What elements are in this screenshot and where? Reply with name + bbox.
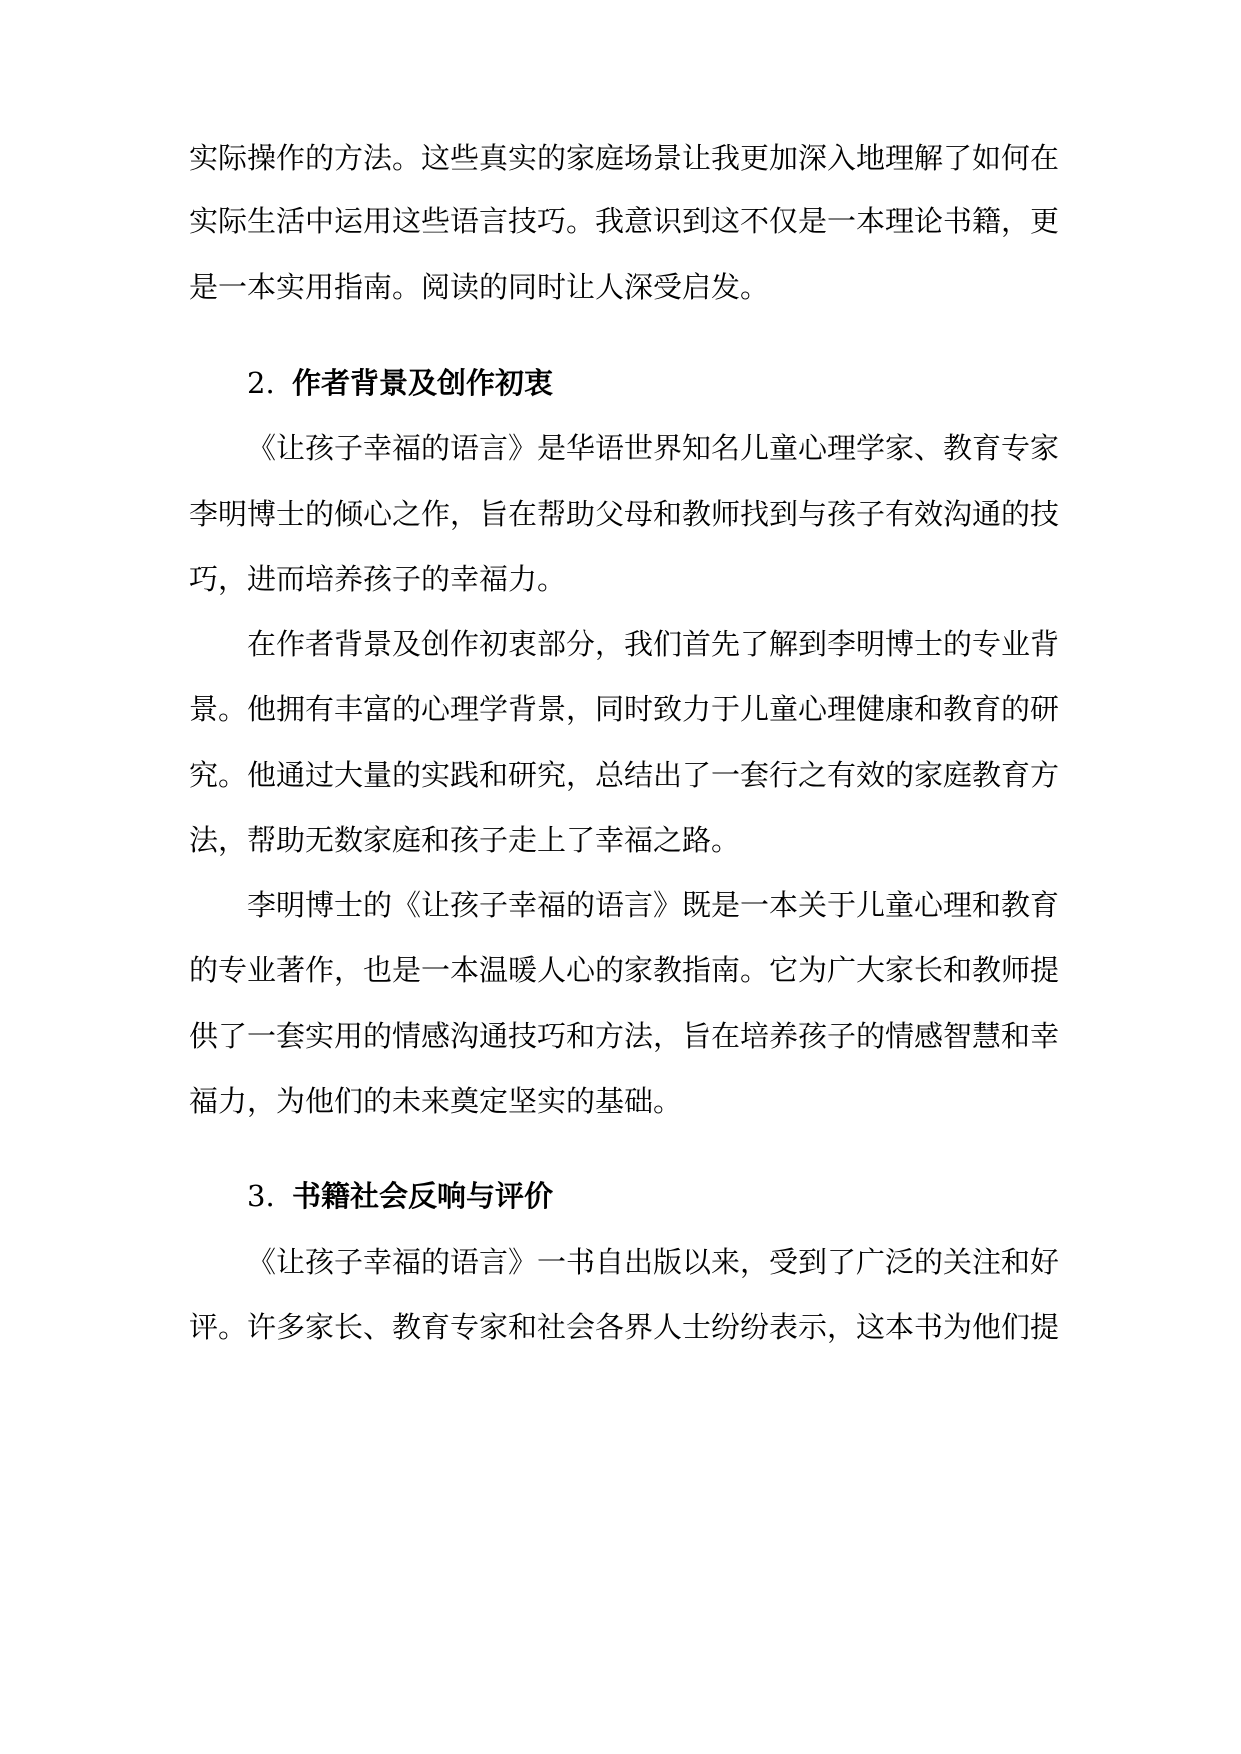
body-text-line: 《让孩子幸福的语言》是华语世界知名儿童心理学家、教育专家 [247, 431, 1060, 465]
body-text-line: 《让孩子幸福的语言》一书自出版以来，受到了广泛的关注和好 [247, 1245, 1060, 1279]
body-text-line: 供了一套实用的情感沟通技巧和方法，旨在培养孩子的情感智慧和幸 [189, 1019, 1060, 1053]
body-text-line: 评。许多家长、教育专家和社会各界人士纷纷表示，这本书为他们提 [189, 1310, 1060, 1344]
body-text-line: 究。他通过大量的实践和研究，总结出了一套行之有效的家庭教育方 [189, 758, 1060, 792]
body-text-line: 李明博士的《让孩子幸福的语言》既是一本关于儿童心理和教育 [247, 888, 1060, 922]
body-text-line: 李明博士的倾心之作，旨在帮助父母和教师找到与孩子有效沟通的技 [189, 497, 1060, 531]
section-number: 2. [247, 366, 275, 400]
section-title: 书籍社会反响与评价 [292, 1179, 554, 1213]
body-text-line: 法，帮助无数家庭和孩子走上了幸福之路。 [189, 823, 741, 857]
body-text-line: 在作者背景及创作初衷部分，我们首先了解到李明博士的专业背 [247, 627, 1060, 661]
body-text-line: 景。他拥有丰富的心理学背景，同时致力于儿童心理健康和教育的研 [189, 692, 1060, 726]
body-text-line: 实际生活中运用这些语言技巧。我意识到这不仅是一本理论书籍，更 [189, 204, 1060, 238]
section-title: 作者背景及创作初衷 [292, 366, 554, 400]
body-text-line: 实际操作的方法。这些真实的家庭场景让我更加深入地理解了如何在 [189, 141, 1060, 175]
body-text-line: 巧，进而培养孩子的幸福力。 [189, 562, 567, 596]
section-number: 3. [247, 1179, 275, 1213]
body-text-line: 是一本实用指南。阅读的同时让人深受启发。 [189, 270, 770, 304]
body-text-line: 福力，为他们的未来奠定坚实的基础。 [189, 1084, 683, 1118]
body-text-line: 的专业著作，也是一本温暖人心的家教指南。它为广大家长和教师提 [189, 953, 1060, 987]
section-heading [247, 363, 553, 403]
section-heading [247, 1176, 553, 1216]
